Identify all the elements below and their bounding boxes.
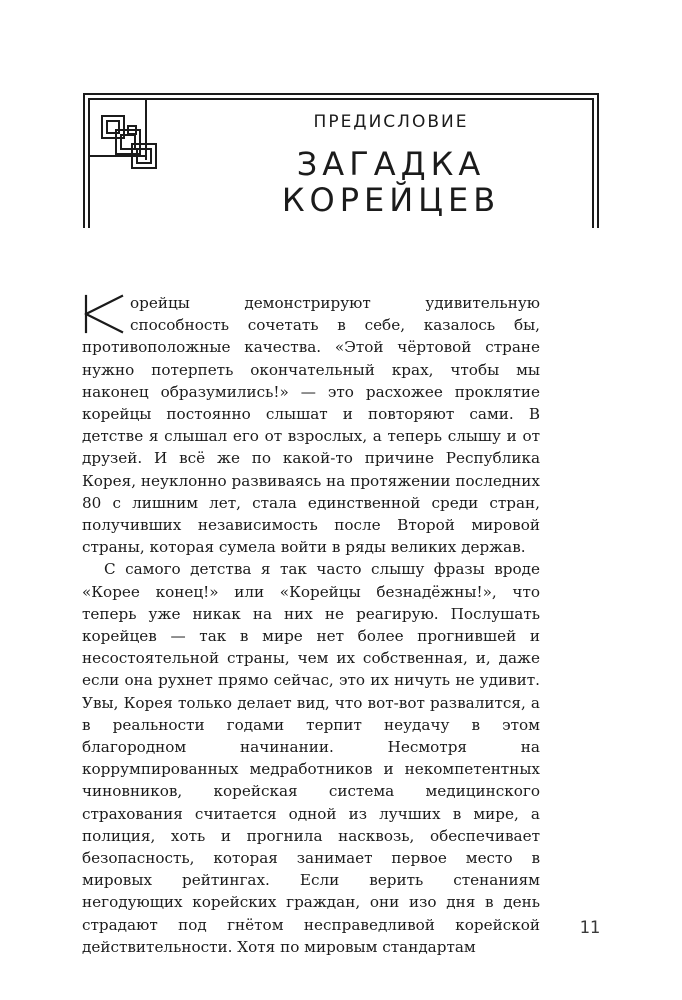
paragraph-2: С самого детства я так часто слышу фразы вроде «Корее конец!» или «Корейцы безнадёжны!», что теперь уже никак на них не реагирую. Послушать корейцев — так в мире нет более прогнившей и несостоятельной страны, чем их собственная, и, даже если она рухнет прямо сейчас, это их ничуть не удивит. Увы, Корея только делает вид, что вот-вот развалится, а в реальности годами терпит неудачу в этом благородном начинании. Несмотря на коррумпированных медработников и некомпетентных чиновников, корейская система медицинского страхования считается одной из лучших в мире, а полиция, хоть и прогнила насквозь, обеспечивает безопасность, которая занимает первое место в мировых рейтингах. Если верить стенаниям негодующих корейских граждан, они изо дня в день страдают под гнётом несправедливой корейской действительности. Хотя по мировым стандартам (82, 560, 540, 956)
page-number: 11 (579, 918, 600, 938)
chapter-title-line-1: ЗАГАДКА (296, 145, 486, 183)
paragraph-1-text: орейцы демонстрируют удивительную способность сочетать в себе, казалось бы, противоположные качества. «Этой чёртовой стране нужно потерпеть окончательный крах, чтобы мы наконец образумились!» — это расхожее проклятие корейцы постоянно слышат и повторяют сами. В детстве я слышал его от взрослых, а теперь слышу и от друзей. И всё же по какой-то причине Республика Корея, неуклонно развиваясь на протяжении последних 80 с лишним лет, стала единственной среди стран, получивших независимость после Второй мировой страны, которая сумела войти в ряды великих держав. (82, 294, 540, 557)
paragraph-1 (82, 292, 540, 558)
drop-cap (82, 294, 126, 334)
chapter-label: ПРЕДИСЛОВИЕ (313, 112, 469, 132)
chapter-title-line-2: КОРЕЙЦЕВ (281, 181, 501, 219)
drop-cap-glyph (82, 294, 126, 334)
chapter-title (82, 146, 600, 218)
body-text (82, 292, 540, 958)
